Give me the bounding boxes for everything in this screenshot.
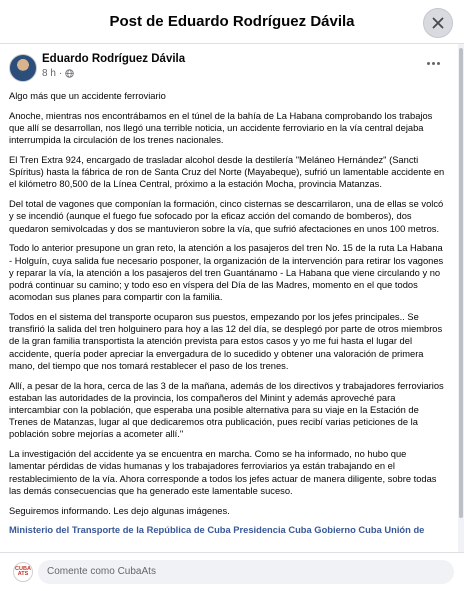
comment-input[interactable]: Comente como CubaAts bbox=[38, 560, 454, 584]
author-name[interactable]: Eduardo Rodríguez Dávila bbox=[42, 53, 186, 65]
more-options-icon bbox=[437, 62, 440, 65]
author-avatar[interactable] bbox=[9, 54, 37, 82]
close-icon bbox=[432, 17, 444, 29]
avatar-text: ATS bbox=[17, 571, 29, 577]
post-paragraph: El Tren Extra 924, encargado de trasladar alcohol desde la destilería "Meláneo Hernández" (Sancti Spíritus) hasta la fábrica de ron de Santa Cruz del Norte (Mayabeque), sufrió un lamentable accidente en el kilómetro 80,500 de la Línea Central, próximo a la estación Mocha, provincia Matanzas. bbox=[9, 155, 445, 190]
post-paragraph: Todo lo anterior presupone un gran reto, la atención a los pasajeros del tren No. 15 de la ruta La Habana - Holguín, cuya salida fue necesario posponer, la organización de la intervención para retirar los vagones y reparar la vía, la atención a los pasajeros del tren Guantánamo - La Habana que viene circulando y no podrá continuar su camino; y todo eso en víspera del Día de las Madres, momento en el que todos acomodan sus planes para compartir con la familia. bbox=[9, 243, 444, 303]
post-dialog-header bbox=[0, 0, 464, 44]
post-paragraph: Allí, a pesar de la hora, cerca de las 3 de la mañana, además de los directivos y trabajadores ferroviarios estaban las autoridades de la provincia, los compañeros del Minint y además aproveché para intercambiar con la población, que esperaba una posible alternativa para su viaje en la Estación de Trenes de Matanzas, lugar al que dedicaremos otra publicación, pues recibí varias peticiones de la población sobre mejorías a acometer allí." bbox=[9, 380, 444, 440]
post-body bbox=[9, 90, 445, 544]
post-paragraph: Algo más que un accidente ferroviario bbox=[9, 91, 166, 101]
more-options-button[interactable] bbox=[422, 56, 444, 70]
post-meta bbox=[42, 68, 74, 79]
tagged-pages[interactable]: Ministerio del Transporte de la República de Cuba Presidencia Cuba Gobierno Cuba Unión de bbox=[9, 525, 425, 536]
post-content bbox=[0, 44, 458, 552]
more-options-icon bbox=[427, 62, 430, 65]
avatar-text: CUBA bbox=[15, 565, 31, 572]
post-paragraph: Del total de vagones que componían la formación, cinco cisternas se descarrilaron, una de ellas se volcó y se incendió (aunque el fuego fue sofocado por la eficaz acción del comando de bomberos), dos quedaron semivolcadas y dos se mantuvieron sobre la vía, que sufrió afectaciones en unos 100 metros. bbox=[9, 199, 444, 234]
comment-composer bbox=[0, 552, 464, 591]
scrollbar-thumb[interactable] bbox=[459, 48, 463, 518]
commenter-avatar[interactable] bbox=[13, 562, 33, 582]
dialog-title: Post de Eduardo Rodríguez Dávila bbox=[109, 13, 355, 30]
close-button[interactable] bbox=[423, 8, 453, 38]
meta-separator: · bbox=[58, 68, 63, 79]
post-paragraph: Seguiremos informando. Les dejo algunas imágenes. bbox=[9, 505, 230, 516]
post-paragraph: Anoche, mientras nos encontrábamos en el túnel de la bahía de La Habana comprobando los trabajos que allí se desarrollan, nos llegó una terrible noticia, un accidente ferroviario en la vía central dejaba interrumpida la circulación de los trenes nacionales. bbox=[9, 110, 433, 146]
post-paragraph: La investigación del accidente ya se encuentra en marcha. Como se ha informado, no hubo que lamentar pérdidas de vidas humanas y los trabajadores ferroviarios ya están trabajando en el restablecimiento de la vía. Ahora corresponde a todos los jefes actuar de manera diligente, sobre todas las demás consecuencias que ha generado este lamentable suceso. bbox=[9, 449, 437, 496]
globe-icon bbox=[65, 69, 74, 78]
more-options-icon bbox=[432, 62, 435, 65]
post-paragraph: Todos en el sistema del transporte ocuparon sus puestos, empezando por los jefes principales.. Se transfirió la salida del tren holguinero para hoy a las 12 del día, se desplegó por parte de otros miembros de la gran familia transportista la atención prevista para estos casos y yo me fui hasta el lugar del accidente, quería poder apreciar la envergadura de lo sucedido y obtener una valoración de primera mano, del tiempo que nos tomará restablecer el paso de los trenes. bbox=[9, 312, 443, 371]
post-time[interactable]: 8 h bbox=[42, 68, 56, 79]
